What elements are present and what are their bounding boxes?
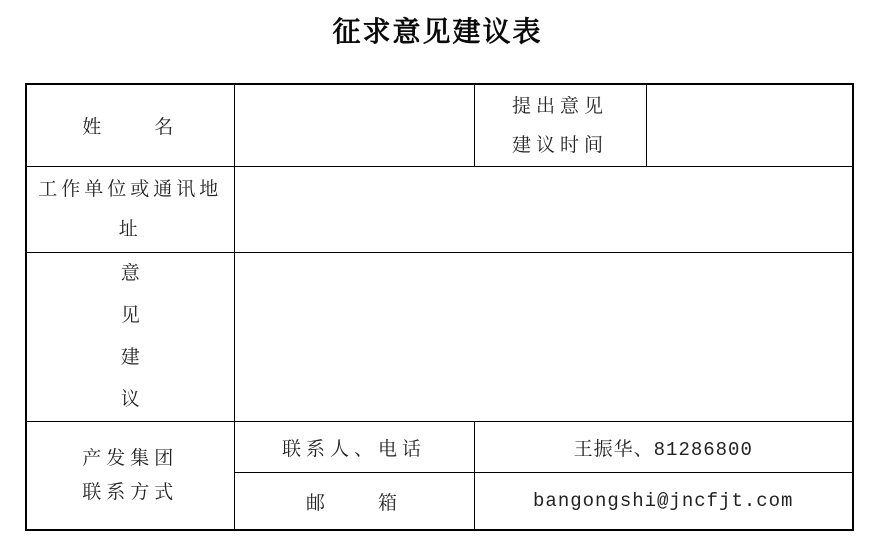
email-label: 邮 箱 [305,492,402,514]
time-input-cell[interactable] [646,84,853,167]
time-label-line-1: 提出意见 [511,95,608,117]
time-label-line-2: 建议时间 [511,134,608,156]
address-label-line-1: 工作单位或通讯地 [38,178,223,200]
table-row [26,84,853,167]
email-value-cell [474,473,853,531]
address-label-line-2: 址 [118,218,142,240]
page-title: 征求意见建议表 [332,17,543,48]
contact-group-line-1: 产发集团 [82,447,179,469]
opinion-label-char-4: 议 [120,389,140,410]
name-input-cell[interactable] [234,84,474,167]
name-label: 姓 名 [82,117,179,138]
address-input-cell[interactable] [234,167,853,253]
opinion-input-cell[interactable] [234,253,853,422]
contact-person-value-cell [474,422,853,473]
contact-person-label-cell [234,422,474,473]
opinion-label-char-1: 意 [120,263,140,284]
table-row [26,422,853,473]
contact-group-label-cell [26,422,234,531]
opinion-label-char-3: 建 [120,347,140,368]
opinion-label-cell [26,253,234,422]
table-row [26,253,853,422]
table-row [26,167,853,253]
opinion-label-char-2: 见 [120,305,140,326]
address-label-cell [26,167,234,253]
suggestion-form-table [25,83,854,531]
contact-person-value: 王振华、81286800 [573,438,753,461]
contact-person-label: 联系人、电话 [281,438,426,460]
contact-group-line-2: 联系方式 [82,481,179,503]
name-label-cell [26,84,234,167]
email-value: bangongshi@jncfjt.com [533,490,794,512]
email-label-cell [234,473,474,531]
time-label-cell [474,84,646,167]
